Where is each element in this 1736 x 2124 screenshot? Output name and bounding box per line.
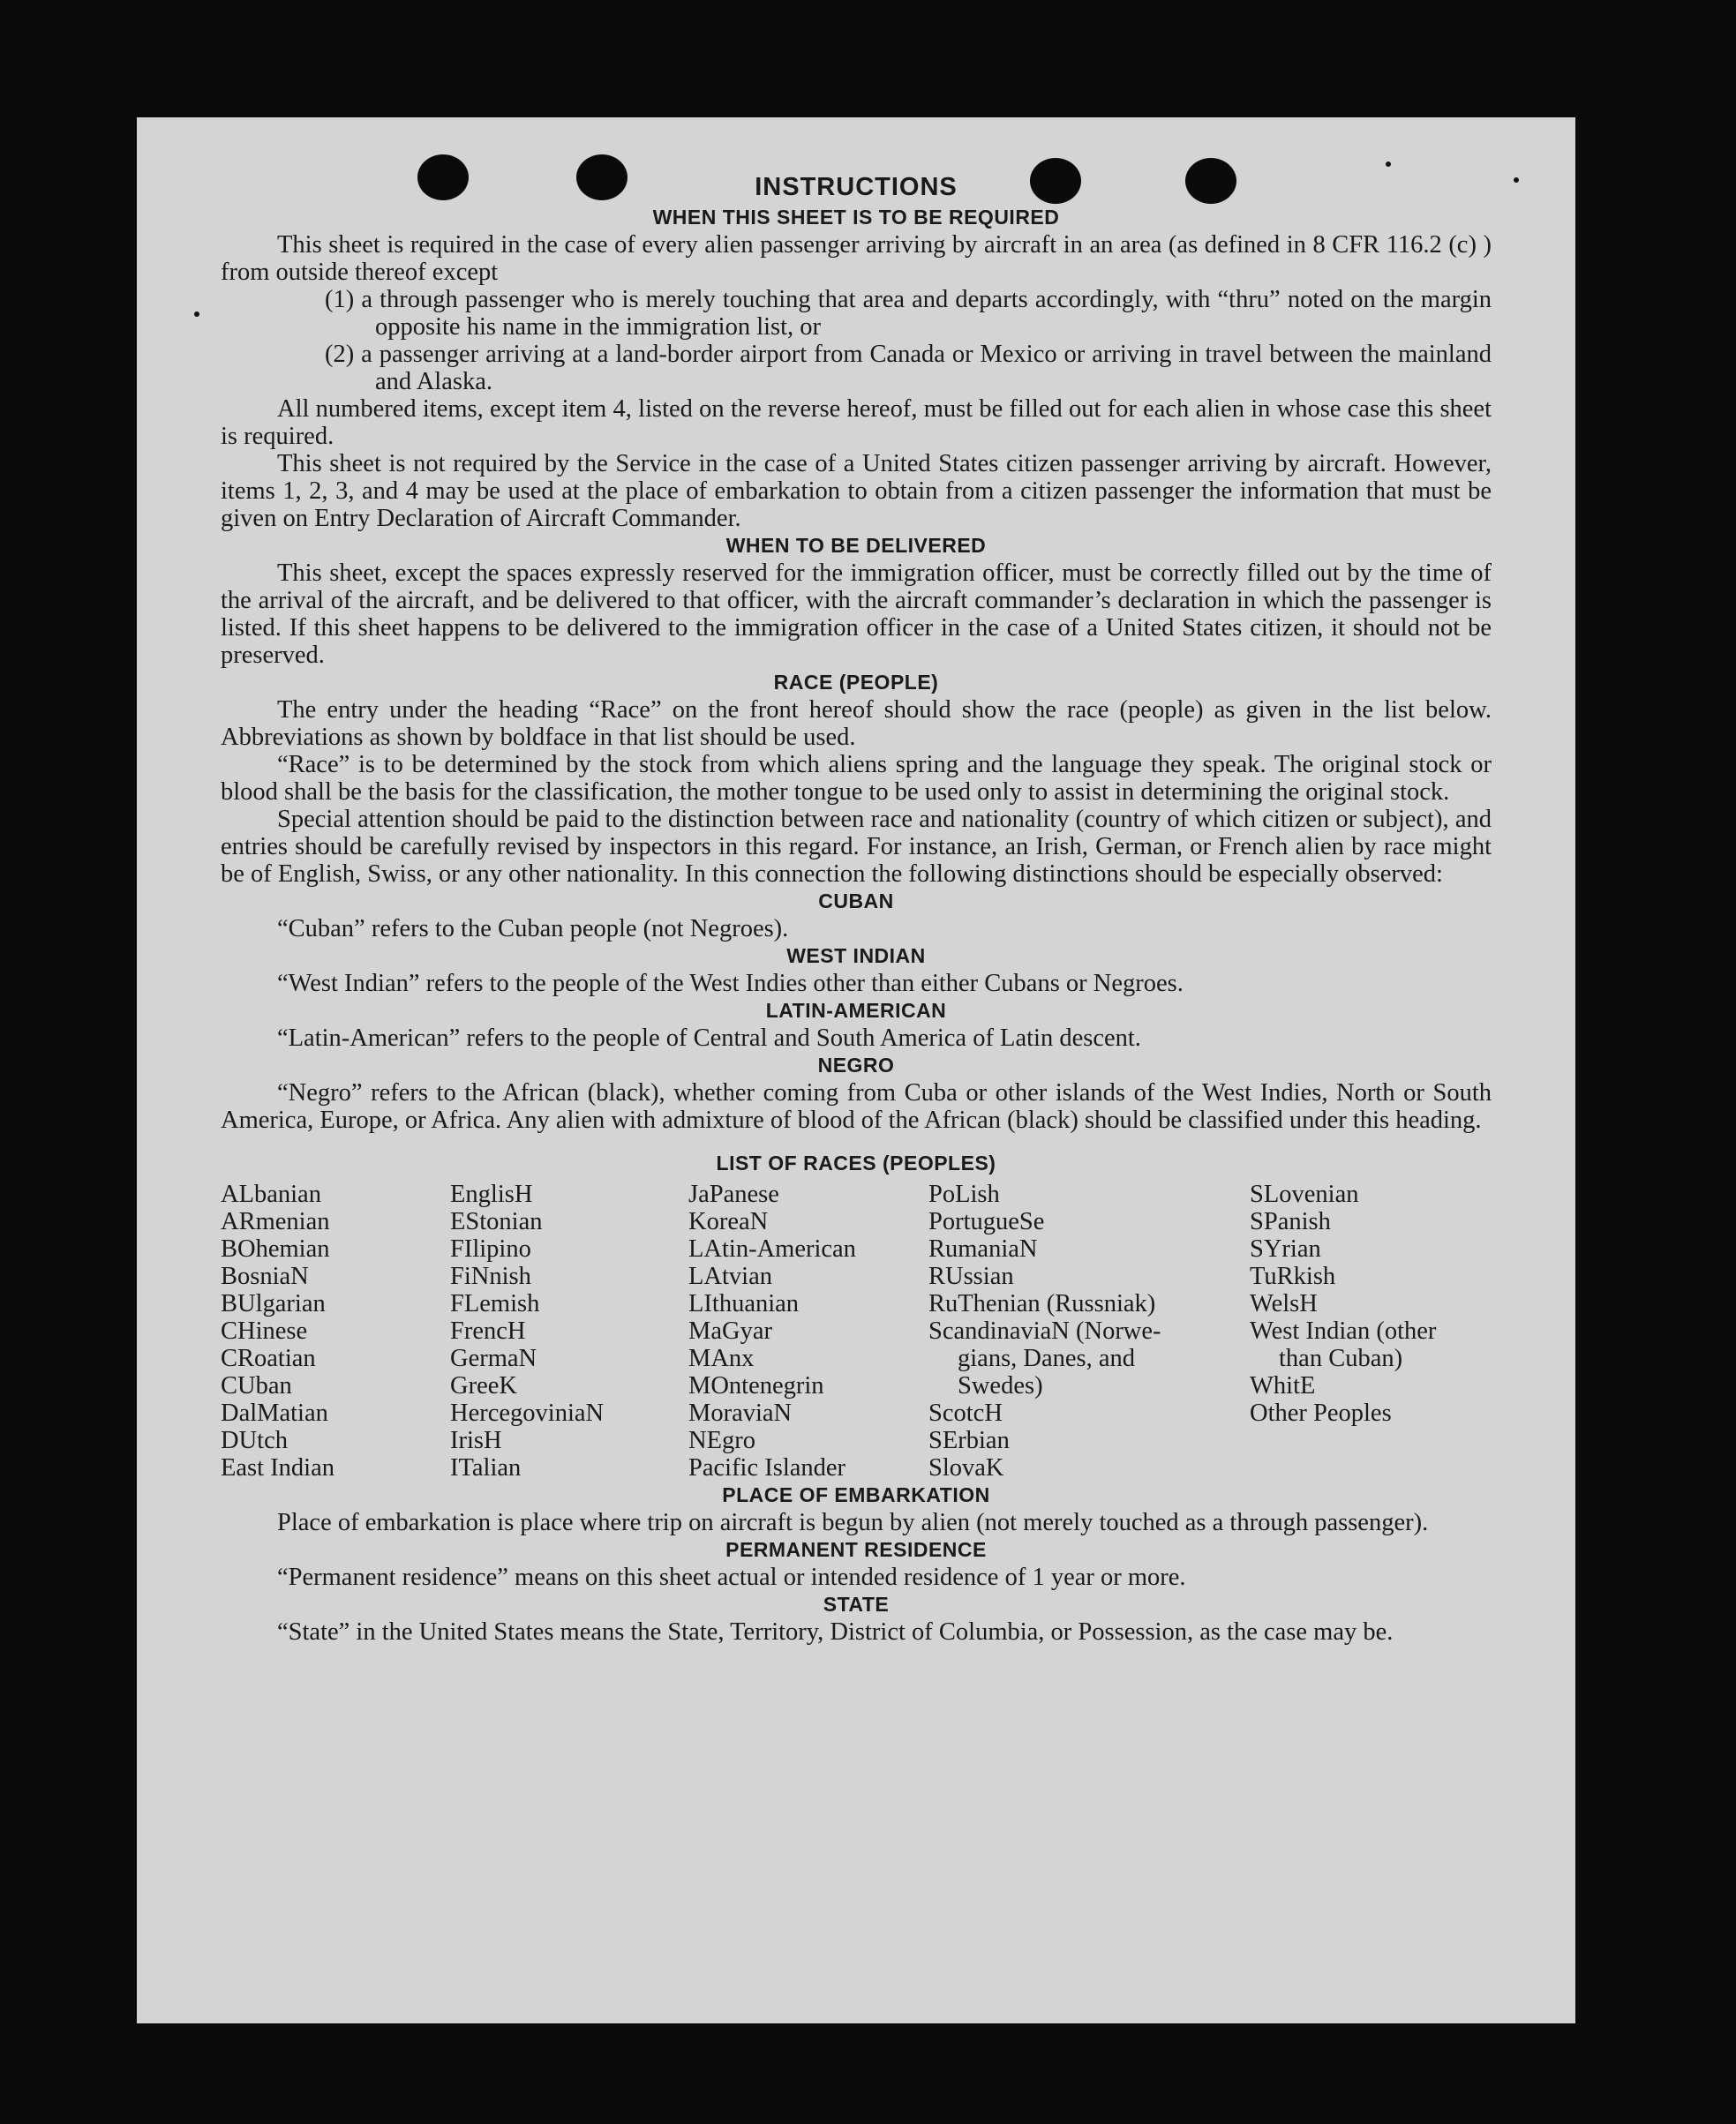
subsection-heading: WEST INDIAN bbox=[786, 944, 926, 967]
race-entry: CUban bbox=[221, 1372, 292, 1400]
races-column-4 bbox=[928, 1181, 1250, 1482]
race-entry-continued: than Cuban) bbox=[1279, 1345, 1403, 1372]
race-entry: EnglisH bbox=[450, 1181, 533, 1208]
section-heading: PERMANENT RESIDENCE bbox=[725, 1538, 987, 1561]
page-title: INSTRUCTIONS bbox=[755, 173, 958, 201]
race-entry: SlovaK bbox=[928, 1454, 1004, 1482]
race-entry: DUtch bbox=[221, 1427, 288, 1454]
race-entry: DalMatian bbox=[221, 1400, 328, 1427]
paragraph: This sheet is not required by the Service in the case of a United States citizen passenger arriving by aircraft. However, items 1, 2, 3, and 4 may be used at the place of embarkation to obtain from a citizen passenger the information that must be given on Entry Declaration of Aircraft Commander. bbox=[221, 450, 1492, 532]
punch-hole bbox=[1185, 158, 1236, 204]
races-column-3 bbox=[688, 1181, 928, 1482]
paragraph: “Negro” refers to the African (black), whether coming from Cuba or other islands of the West Indies, North or South America, Europe, or Africa. Any alien with admixture of blood of the African (black) should be classified under this heading. bbox=[221, 1079, 1492, 1134]
race-entry: MOntenegrin bbox=[688, 1372, 824, 1400]
race-entry: FLemish bbox=[450, 1290, 540, 1317]
subsection-heading: CUBAN bbox=[818, 889, 894, 912]
race-entry: EStonian bbox=[450, 1208, 543, 1235]
races-list bbox=[221, 1181, 1492, 1482]
race-entry: RUssian bbox=[928, 1263, 1014, 1290]
paragraph: This sheet is required in the case of every alien passenger arriving by aircraft in an area (as defined in 8 CFR 116.2 (c) ) from outside thereof except bbox=[221, 231, 1492, 286]
speck bbox=[1514, 177, 1519, 183]
paragraph: “Cuban” refers to the Cuban people (not Negroes). bbox=[277, 915, 789, 942]
race-entry: SPanish bbox=[1250, 1208, 1331, 1235]
paragraph: Place of embarkation is place where trip on aircraft is begun by alien (not merely touched as a through passenger). bbox=[277, 1509, 1429, 1536]
subsection-heading: LATIN-AMERICAN bbox=[765, 999, 947, 1022]
race-entry: BUlgarian bbox=[221, 1290, 326, 1317]
race-entry: KoreaN bbox=[688, 1208, 769, 1235]
race-entry: SErbian bbox=[928, 1427, 1010, 1454]
race-entry: JaPanese bbox=[688, 1181, 779, 1208]
races-column-1 bbox=[221, 1181, 450, 1482]
race-entry: RumaniaN bbox=[928, 1235, 1038, 1263]
race-entry: HercegoviniaN bbox=[450, 1400, 605, 1427]
race-entry: LAtvian bbox=[688, 1263, 772, 1290]
paragraph: This sheet, except the spaces expressly reserved for the immigration officer, must be correctly filled out by the time of the arrival of the aircraft, and be delivered to that officer, with the aircraft commander’s declaration in which the passenger is listed. If this sheet happens to be delivered to the immigration officer in the case of a United States citizen, it should not be preserved. bbox=[221, 559, 1492, 669]
paragraph: All numbered items, except item 4, listed on the reverse hereof, must be filled out for each alien in whose case this sheet is required. bbox=[221, 395, 1492, 450]
race-entry: MoraviaN bbox=[688, 1400, 793, 1427]
punch-hole bbox=[576, 154, 628, 200]
race-entry: NEgro bbox=[688, 1427, 755, 1454]
race-entry-continued: gians, Danes, and bbox=[958, 1345, 1136, 1372]
subsection-heading: NEGRO bbox=[817, 1054, 895, 1077]
race-entry: Other Peoples bbox=[1250, 1400, 1392, 1427]
race-entry: ITalian bbox=[450, 1454, 522, 1482]
race-entry: FIlipino bbox=[450, 1235, 531, 1263]
punch-hole bbox=[1030, 158, 1081, 204]
section-heading: STATE bbox=[823, 1593, 890, 1616]
race-entry: LIthuanian bbox=[688, 1290, 800, 1317]
race-entry: LAtin-American bbox=[688, 1235, 856, 1263]
instruction-sheet bbox=[137, 117, 1575, 2023]
section-heading: PLACE OF EMBARKATION bbox=[722, 1483, 990, 1506]
section-heading: RACE (PEOPLE) bbox=[773, 671, 939, 694]
race-entry: CRoatian bbox=[221, 1345, 316, 1372]
paragraph: “West Indian” refers to the people of the West Indies other than either Cubans or Negroes. bbox=[277, 970, 1184, 997]
paragraph: “Race” is to be determined by the stock from which aliens spring and the language they speak. The original stock or blood shall be the basis for the classification, the mother tongue to be used only to assist in determining the original stock. bbox=[221, 751, 1492, 806]
race-entry: SLovenian bbox=[1250, 1181, 1359, 1208]
section-heading: WHEN TO BE DELIVERED bbox=[725, 534, 987, 557]
race-entry: GermaN bbox=[450, 1345, 537, 1372]
paragraph: The entry under the heading “Race” on the front hereof should show the race (people) as given in the list below. Abbreviations as shown by boldface in that list should be used. bbox=[221, 696, 1492, 751]
section-heading: LIST OF RACES (PEOPLES) bbox=[716, 1152, 996, 1175]
section-heading: WHEN THIS SHEET IS TO BE REQUIRED bbox=[652, 206, 1060, 229]
race-entry: ALbanian bbox=[221, 1181, 321, 1208]
race-entry: TuRkish bbox=[1250, 1263, 1336, 1290]
race-entry: FiNnish bbox=[450, 1263, 531, 1290]
race-entry: IrisH bbox=[450, 1427, 502, 1454]
race-entry-continued: Swedes) bbox=[958, 1372, 1043, 1400]
paragraph: “State” in the United States means the State, Territory, District of Columbia, or Possession, as the case may be. bbox=[277, 1618, 1394, 1646]
race-entry: PoLish bbox=[928, 1181, 1000, 1208]
race-entry: CHinese bbox=[221, 1317, 308, 1345]
race-entry: RuThenian (Russniak) bbox=[928, 1290, 1156, 1317]
race-entry: WhitE bbox=[1250, 1372, 1316, 1400]
races-column-2 bbox=[450, 1181, 688, 1482]
race-entry: ScotcH bbox=[928, 1400, 1003, 1427]
list-item: (1) a through passenger who is merely touching that area and departs accordingly, with “thru” noted on the margin opposite his name in the immigration list, or bbox=[325, 286, 1492, 341]
race-entry: MaGyar bbox=[688, 1317, 772, 1345]
race-entry: SYrian bbox=[1250, 1235, 1321, 1263]
race-entry: GreeK bbox=[450, 1372, 517, 1400]
race-entry: MAnx bbox=[688, 1345, 755, 1372]
race-entry: East Indian bbox=[221, 1454, 335, 1482]
race-entry: ScandinaviaN (Norwe- bbox=[928, 1317, 1161, 1345]
race-entry: BOhemian bbox=[221, 1235, 330, 1263]
races-column-5 bbox=[1250, 1181, 1514, 1482]
punch-hole bbox=[417, 154, 469, 200]
race-entry: FrencH bbox=[450, 1317, 526, 1345]
speck bbox=[1386, 161, 1391, 167]
speck bbox=[194, 311, 199, 317]
race-entry: ARmenian bbox=[221, 1208, 330, 1235]
paragraph: Special attention should be paid to the distinction between race and nationality (country of which citizen or subject), and entries should be carefully revised by inspectors in this regard. For instance, an Irish, German, or French alien by race might be of English, Swiss, or any other nationality. In this connection the following distinctions should be especially observed: bbox=[221, 806, 1492, 888]
race-entry: WelsH bbox=[1250, 1290, 1318, 1317]
paragraph: “Permanent residence” means on this sheet actual or intended residence of 1 year or more. bbox=[277, 1564, 1186, 1591]
paragraph: “Latin-American” refers to the people of Central and South America of Latin descent. bbox=[277, 1024, 1141, 1052]
race-entry: BosniaN bbox=[221, 1263, 309, 1290]
race-entry: PortugueSe bbox=[928, 1208, 1045, 1235]
race-entry: Pacific Islander bbox=[688, 1454, 846, 1482]
list-item: (2) a passenger arriving at a land-border airport from Canada or Mexico or arriving in travel between the mainland and Alaska. bbox=[325, 341, 1492, 395]
race-entry: West Indian (other bbox=[1250, 1317, 1437, 1345]
